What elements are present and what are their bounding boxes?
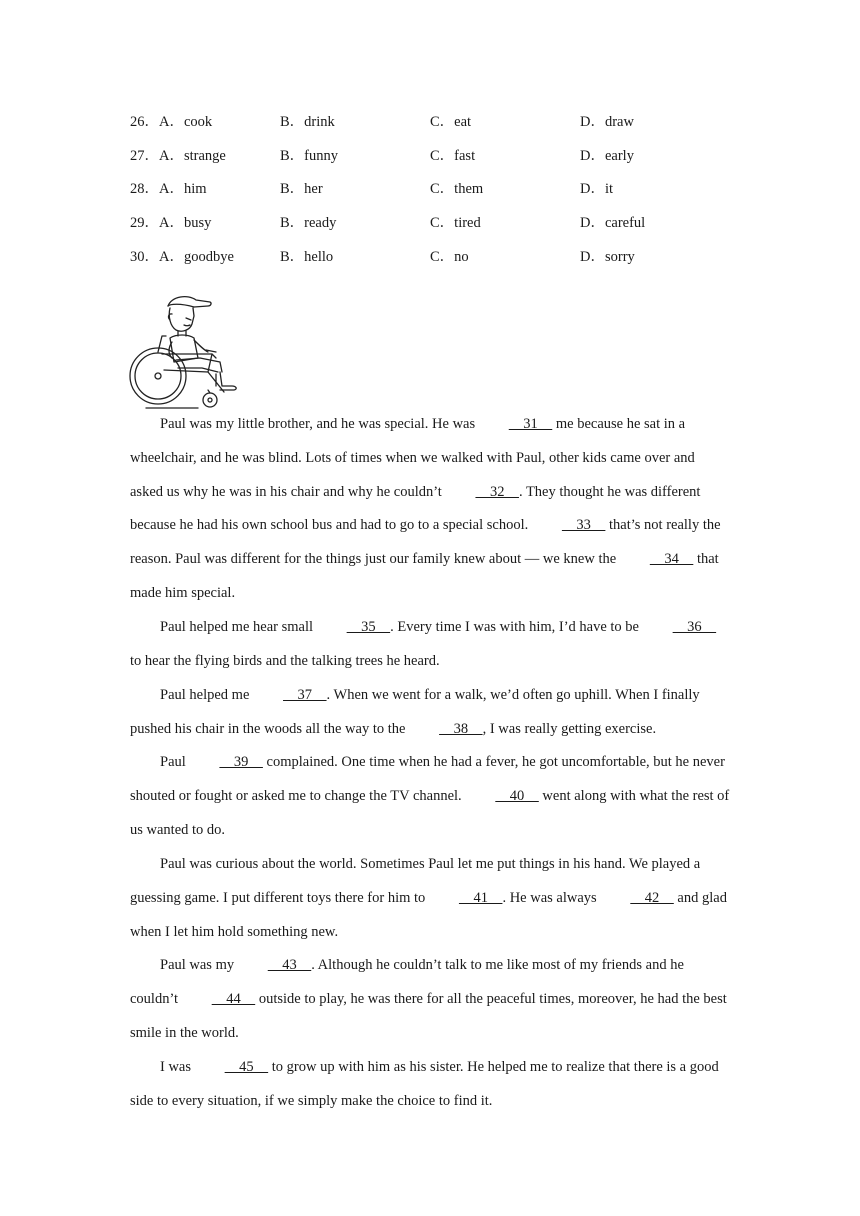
blank-38[interactable]: 38 <box>439 720 483 737</box>
passage-text: . He was always <box>502 889 601 906</box>
passage-text: to grow up with him as his sister. He helped me to realize that there is a good side to every situation, if we simply make the choice to find it. <box>130 1059 719 1109</box>
option-d: D．it <box>580 181 614 197</box>
passage-paragraph-7 <box>130 1051 730 1119</box>
passage-text: Paul was curious about the world. Sometimes Paul let me put things in his hand. We played a guessing game. I put different toys there for him to <box>130 856 701 906</box>
passage-text: to hear the flying birds and the talking trees he heard. <box>130 652 440 669</box>
option-d: D．sorry <box>580 249 635 265</box>
passage-text: Paul was my <box>160 957 238 973</box>
blank-31[interactable]: 31 <box>508 416 553 432</box>
blank-44[interactable]: 44 <box>211 990 256 1007</box>
blank-39[interactable]: 39 <box>219 754 263 770</box>
blank-35[interactable]: 35 <box>346 619 391 635</box>
option-c: C．them <box>430 181 484 197</box>
option-a: 26．A．cook <box>130 114 213 130</box>
option-c: C．fast <box>430 148 476 164</box>
option-b: B．hello <box>280 249 334 265</box>
passage-paragraph-6 <box>130 949 730 1050</box>
passage-text: and glad when I let him hold something new. <box>130 889 727 940</box>
option-a: 27．A．strange <box>130 148 226 164</box>
passage-text: , I was really getting exercise. <box>482 720 657 737</box>
blank-43[interactable]: 43 <box>267 957 312 973</box>
passage-text: complained. One time when he had a fever, he got uncomfortable, but he never shouted or fought or asked me to change the TV channel. <box>130 754 725 804</box>
option-b: B．funny <box>280 148 338 164</box>
passage-text: Paul helped me <box>160 687 254 703</box>
passage-text: . Although he couldn’t talk to me like most of my friends and he couldn’t <box>130 957 684 1007</box>
passage-text: went along with what the rest of us wanted to do. <box>130 787 730 838</box>
passage-paragraph-4 <box>130 746 730 847</box>
option-d: D．early <box>580 148 634 164</box>
passage-paragraph-1 <box>130 408 730 611</box>
passage-text: . Every time I was with him, I’d have to be <box>390 619 643 635</box>
option-a: 30．A．goodbye <box>130 249 234 265</box>
option-a: 29．A．busy <box>130 215 212 231</box>
blank-40[interactable]: 40 <box>495 787 539 804</box>
option-d: D．careful <box>580 215 646 231</box>
passage-text: Paul was my little brother, and he was special. He was <box>160 416 479 432</box>
passage-text: outside to play, he was there for all the peaceful times, moreover, he had the best smile in the world. <box>130 990 727 1041</box>
option-c: C．tired <box>430 215 481 231</box>
blank-32[interactable]: 32 <box>475 483 519 500</box>
blank-42[interactable]: 42 <box>630 889 674 906</box>
blank-45[interactable]: 45 <box>224 1059 269 1075</box>
option-d: D．draw <box>580 114 634 130</box>
passage-text: that’s not really the reason. Paul was different for the things just our family knew about — we knew the <box>130 517 721 568</box>
blank-36[interactable]: 36 <box>672 619 717 635</box>
passage-paragraph-2 <box>130 611 730 679</box>
passage-text: . When we went for a walk, we’d often go uphill. When I finally pushed his chair in the woods all the way to the <box>130 687 700 737</box>
option-b: B．her <box>280 181 323 197</box>
option-b: B．ready <box>280 215 337 231</box>
blank-34[interactable]: 34 <box>649 551 694 568</box>
passage-text: I was <box>160 1059 195 1075</box>
blank-41[interactable]: 41 <box>458 889 503 906</box>
passage-text: me because he sat in a wheelchair, and he was blind. Lots of times when we walked with Paul, other kids came over and asked us why he was in his chair and why he couldn’t <box>130 416 695 500</box>
passage-text: Paul helped me hear small <box>160 619 317 635</box>
passage-text: . They thought he was different because he had his own school bus and had to go to a special school. <box>130 483 701 534</box>
passage-text: Paul <box>160 754 190 770</box>
option-c: C．eat <box>430 114 472 130</box>
boy-in-wheelchair-illustration <box>128 292 248 414</box>
option-a: 28．A．him <box>130 181 207 197</box>
passage-text: that made him special. <box>130 551 719 601</box>
option-c: C．no <box>430 249 469 265</box>
blank-33[interactable]: 33 <box>561 517 606 534</box>
passage-paragraph-5 <box>130 848 730 949</box>
blank-37[interactable]: 37 <box>283 687 327 703</box>
option-b: B．drink <box>280 114 335 130</box>
passage-paragraph-3 <box>130 679 730 747</box>
